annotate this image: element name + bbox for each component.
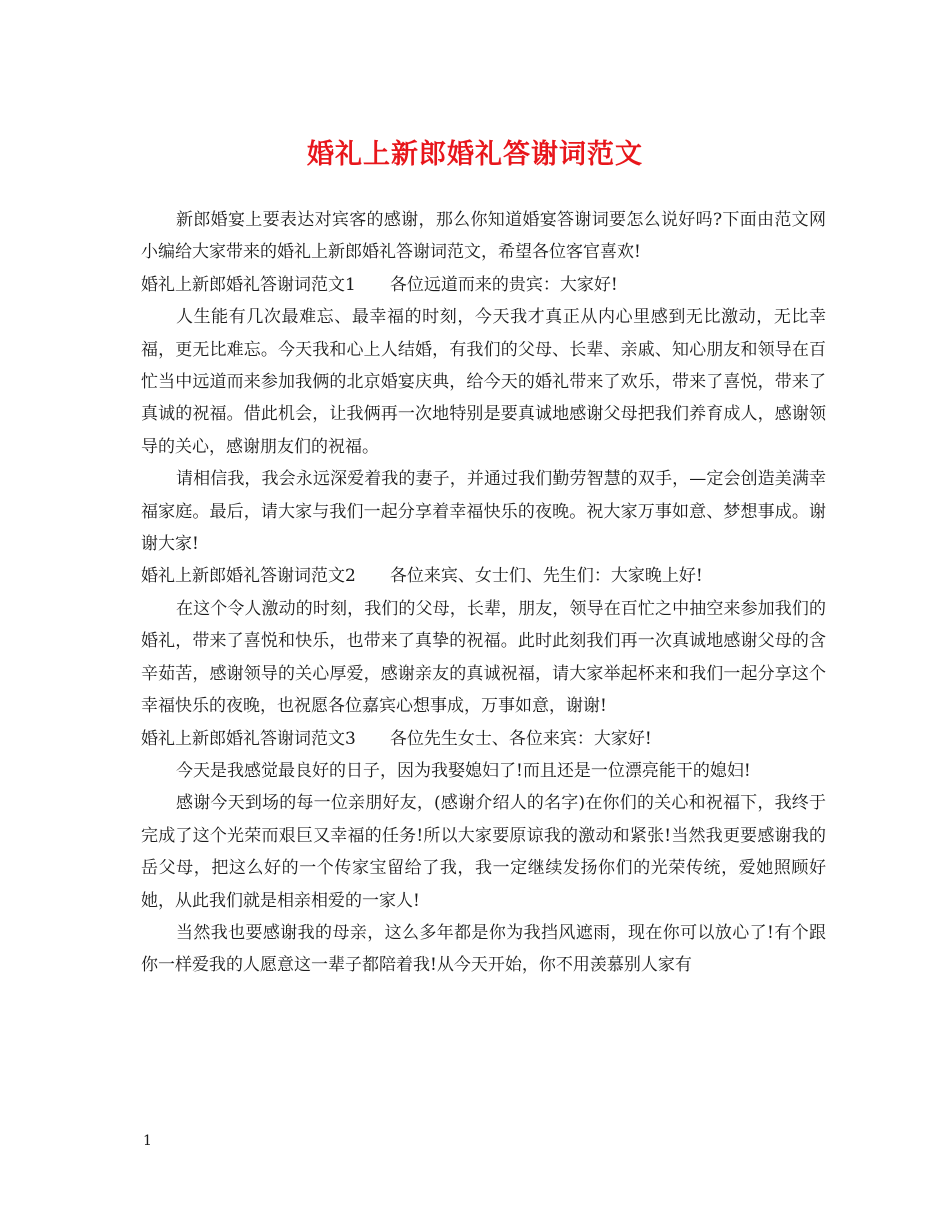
section-3-paragraph-1: 今天是我感觉最良好的日子，因为我娶媳妇了!而且还是一位漂亮能干的媳妇! xyxy=(176,760,751,781)
section-heading-1: 婚礼上新郎婚礼答谢词范文1 各位远道而来的贵宾：大家好! xyxy=(141,274,618,295)
section-heading-3: 婚礼上新郎婚礼答谢词范文3 各位先生女士、各位来宾：大家好! xyxy=(141,728,652,749)
section-heading-2: 婚礼上新郎婚礼答谢词范文2 各位来宾、女士们、先生们：大家晚上好! xyxy=(141,566,703,587)
page-number: 1 xyxy=(143,1133,152,1149)
page-title: 婚礼上新郎婚礼答谢词范文 xyxy=(307,139,643,170)
section-3-paragraph-2: 感谢今天到场的每一位亲朋好友，(感谢介绍人的名字)在你们的关心和祝福下，我终于完成了这个光荣而艰巨又幸福的任务!所以大家要原谅我的激动和紧张!当然我更要感谢我的岳父母，把这么好的一个传家宝留给了我，我一定继续发扬你们的光荣传统，爱她照顾好她，从此我们就是相亲相爱的一家人! xyxy=(141,793,826,911)
intro-paragraph: 新郎婚宴上要表达对宾客的感谢，那么你知道婚宴答谢词要怎么说好吗?下面由范文网小编给大家带来的婚礼上新郎婚礼答谢词范文，希望各位客官喜欢! xyxy=(141,210,826,263)
section-3-paragraph-3: 当然我也要感谢我的母亲，这么多年都是你为我挡风遮雨，现在你可以放心了!有个跟你一样爱我的人愿意这一辈子都陪着我!从今天开始，你不用羡慕别人家有 xyxy=(141,922,826,976)
document-body xyxy=(141,204,826,982)
section-1-paragraph-1: 人生能有几次最难忘、最幸福的时刻，今天我才真正从内心里感到无比激动，无比幸福，更无比难忘。今天我和心上人结婚，有我们的父母、长辈、亲戚、知心朋友和领导在百忙当中远道而来参加我俩的北京婚宴庆典，给今天的婚礼带来了欢乐，带来了喜悦，带来了真诚的祝福。借此机会，让我俩再一次地特别是要真诚地感谢父母把我们养育成人，感谢领导的关心，感谢朋友们的祝福。 xyxy=(141,307,826,457)
section-2-paragraph-1: 在这个令人激动的时刻，我们的父母，长辈，朋友，领导在百忙之中抽空来参加我们的婚礼，带来了喜悦和快乐，也带来了真挚的祝福。此时此刻我们再一次真诚地感谢父母的含辛茹苦，感谢领导的关心厚爱，感谢亲友的真诚祝福，请大家举起杯来和我们一起分享这个幸福快乐的夜晚，也祝愿各位嘉宾心想事成，万事如意，谢谢! xyxy=(141,598,826,717)
section-1-paragraph-2: 请相信我，我会永远深爱着我的妻子，并通过我们勤劳智慧的双手，—定会创造美满幸福家庭。最后，请大家与我们一起分享着幸福快乐的夜晚。祝大家万事如意、梦想事成。谢谢大家! xyxy=(141,469,826,555)
